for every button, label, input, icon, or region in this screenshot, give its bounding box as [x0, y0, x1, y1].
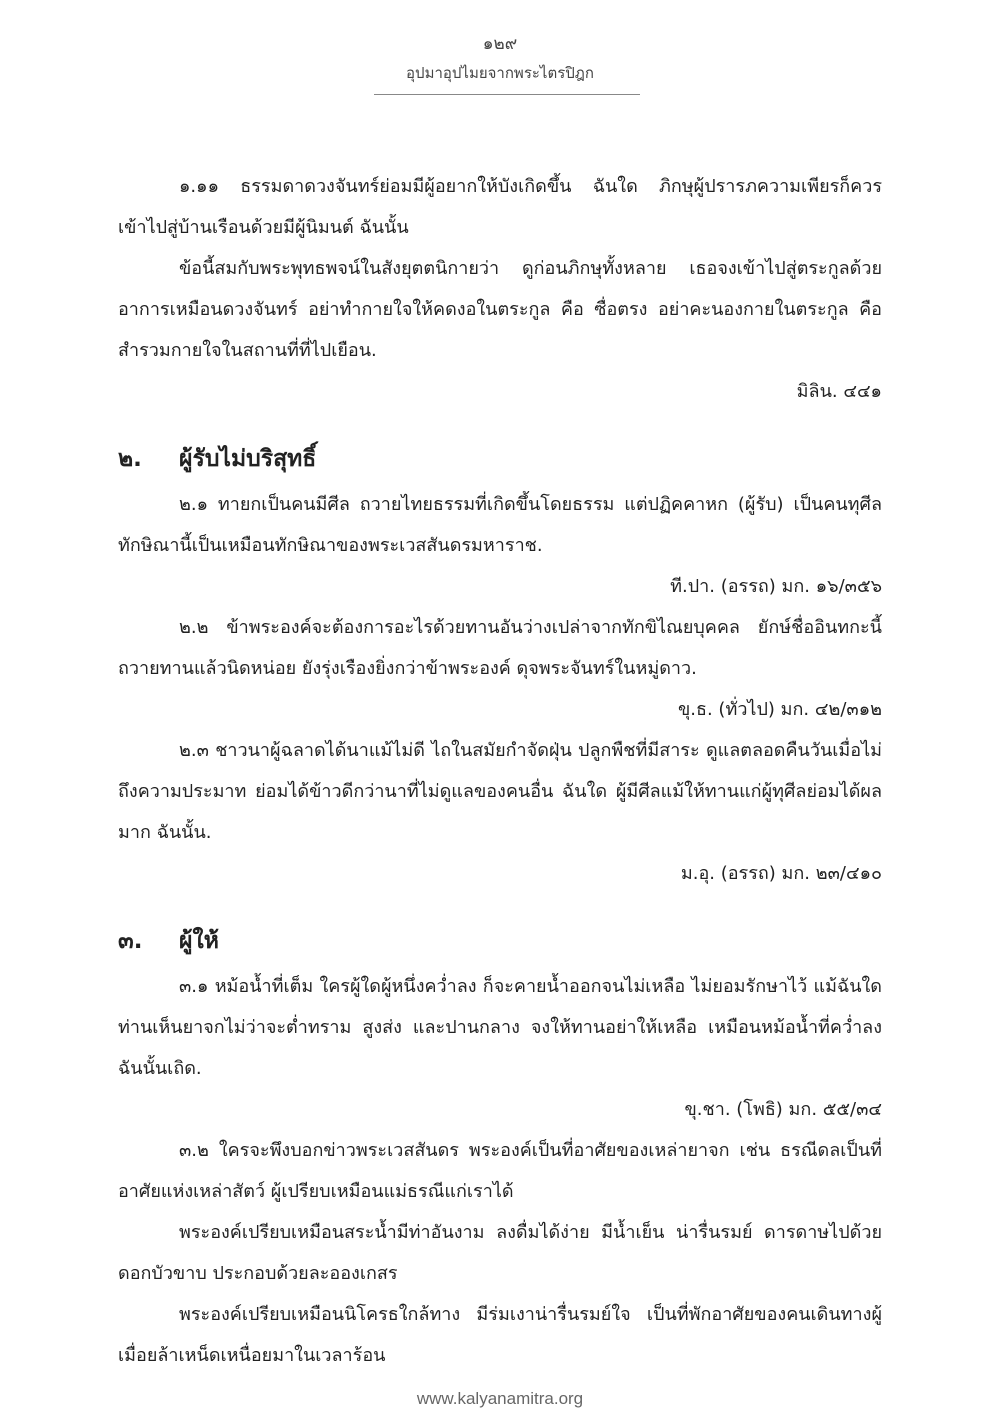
paragraph: ๑.๑๑ ธรรมดาดวงจันทร์ย่อมมีผู้อยากให้บังเกิดขึ้น ฉันใด ภิกษุผู้ปรารภความเพียรก็ควรเข้าไปสู่บ้านเรือนด้วยมีผู้นิมนต์ ฉันนั้น	[118, 176, 882, 238]
paragraph: พระองค์เปรียบเหมือนนิโครธใกล้ทาง มีร่มเงาน่ารื่นรมย์ใจ เป็นที่พักอาศัยของคนเดินทางผู้เมื่อยล้าเหน็ดเหนื่อยมาในเวลาร้อน	[118, 1304, 882, 1366]
section-title: ผู้รับไม่บริสุทธิ์	[179, 446, 317, 472]
citation: ขุ.ชา. (โพธิ) มก. ๕๕/๓๔	[684, 1099, 882, 1120]
paragraph: ๒.๒ ข้าพระองค์จะต้องการอะไรด้วยทานอันว่างเปล่าจากทักขิไณยบุคคล ยักษ์ชื่ออินทกะนี้ถวายทานแล้วนิดหน่อย ยังรุ่งเรืองยิ่งกว่าข้าพระองค์ ดุจพระจันทร์ในหมู่ดาว.	[118, 617, 882, 679]
section-title: ผู้ให้	[179, 928, 219, 954]
citation: ขุ.ธ. (ทั่วไป) มก. ๔๒/๓๑๒	[677, 699, 882, 720]
header-divider	[374, 94, 640, 95]
document-body	[118, 166, 882, 1376]
paragraph: ข้อนี้สมกับพระพุทธพจน์ในสังยุตตนิกายว่า ดูก่อนภิกษุทั้งหลาย เธอจงเข้าไปสู่ตระกูลด้วยอาการเหมือนดวงจันทร์ อย่าทำกายใจให้คดงอในตระกูล คือ ซื่อตรง อย่าคะนองกายในตระกูล คือ สำรวมกายใจในสถานที่ที่ไปเยือน.	[118, 258, 882, 361]
running-title: อุปมาอุปไมยจากพระไตรปิฎก	[406, 64, 594, 82]
citation: ที.ปา. (อรรถ) มก. ๑๖/๓๕๖	[670, 576, 882, 597]
paragraph: ๓.๒ ใครจะพึงบอกข่าวพระเวสสันดร พระองค์เป็นที่อาศัยของเหล่ายาจก เช่น ธรณีดลเป็นที่อาศัยแห่งเหล่าสัตว์ ผู้เปรียบเหมือนแม่ธรณีแก่เราได้	[118, 1140, 882, 1202]
section-number: ๓.	[118, 928, 143, 954]
section-heading	[118, 916, 882, 966]
section-number: ๒.	[118, 446, 142, 472]
paragraph: ๒.๑ ทายกเป็นคนมีศีล ถวายไทยธรรมที่เกิดขึ้นโดยธรรม แต่ปฏิคคาหก (ผู้รับ) เป็นคนทุศีล ทักษิณานี้เป็นเหมือนทักษิณาของพระเวสสันดรมหาราช.	[118, 494, 882, 556]
footer-website[interactable]: www.kalyanamitra.org	[416, 1389, 584, 1408]
citation: ม.อุ. (อรรถ) มก. ๒๓/๔๑๐	[680, 863, 882, 884]
paragraph: พระองค์เปรียบเหมือนสระน้ำมีท่าอันงาม ลงดื่มได้ง่าย มีน้ำเย็น น่ารื่นรมย์ ดารดาษไปด้วยดอกบัวขาบ ประกอบด้วยละอองเกสร	[118, 1222, 882, 1284]
page-number: ๑๒๙	[482, 34, 518, 54]
citation: มิลิน. ๔๔๑	[796, 381, 882, 402]
paragraph: ๓.๑ หม้อน้ำที่เต็ม ใครผู้ใดผู้หนึ่งคว่ำลง ก็จะคายน้ำออกจนไม่เหลือ ไม่ยอมรักษาไว้ แม้ฉันใด ท่านเห็นยาจกไม่ว่าจะต่ำทราม สูงส่ง และปานกลาง จงให้ทานอย่าให้เหลือ เหมือนหม้อน้ำที่คว่ำลง ฉันนั้นเถิด.	[118, 976, 882, 1079]
section-heading	[118, 434, 882, 484]
paragraph: ๒.๓ ชาวนาผู้ฉลาดได้นาแม้ไม่ดี ไถในสมัยกำจัดฝุ่น ปลูกพืชที่มีสาระ ดูแลตลอดคืนวันเมื่อไม่ถึงความประมาท ย่อมได้ข้าวดีกว่านาที่ไม่ดูแลของคนอื่น ฉันใด ผู้มีศีลแม้ให้ทานแก่ผู้ทุศีลย่อมได้ผลมาก ฉันนั้น.	[118, 740, 882, 843]
page-header	[0, 32, 1000, 86]
